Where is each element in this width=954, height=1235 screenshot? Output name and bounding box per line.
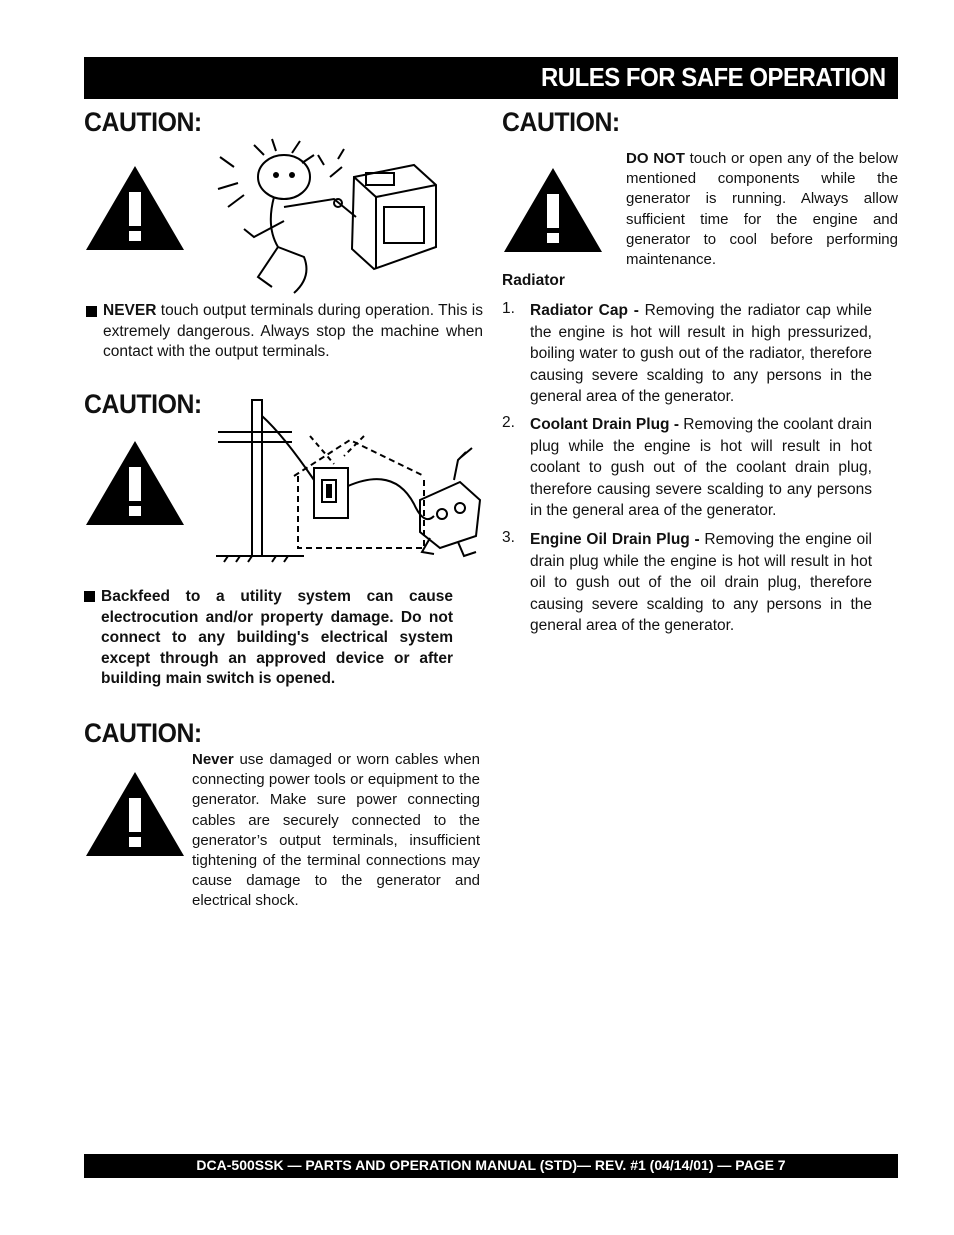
- list-text: [530, 414, 872, 522]
- footer-bar: [84, 1154, 898, 1178]
- electric-shock-illustration: [214, 137, 440, 297]
- warning-triangle-icon: [502, 166, 604, 254]
- bullet-never-touch: [86, 301, 484, 363]
- list-number: 3.: [502, 529, 515, 546]
- list-body: Removing the coolant drain plug while the engine is hot will result in hot coolant to gush out of the coolant drain plug, therefore causing severe scalding to any persons in the general area of the generator.: [530, 416, 872, 519]
- warning-triangle-icon: [84, 770, 186, 858]
- page-title: RULES FOR SAFE OPERATION: [541, 62, 886, 92]
- bullet-body: touch output terminals during operation. This is extremely dangerous. Always stop the machine when contact with the output terminals.: [103, 302, 483, 360]
- warning-triangle-icon: [84, 439, 186, 527]
- list-item: [502, 414, 874, 522]
- list-title: Radiator Cap -: [530, 302, 639, 319]
- list-title: Coolant Drain Plug -: [530, 416, 679, 433]
- cable-warning-lead: Never: [192, 751, 234, 768]
- list-item: [502, 300, 874, 408]
- bullet-text: Backfeed to a utility system can cause electrocution and/or property damage. Do not connect to any building's electrical system except through an approved device or after building main switch is opened.: [101, 588, 453, 687]
- list-text: [530, 300, 872, 408]
- list-number: 1.: [502, 300, 515, 317]
- caution-heading-right: CAUTION:: [502, 107, 620, 137]
- cable-warning-text: [192, 750, 480, 912]
- bullet-square-icon: [84, 591, 95, 602]
- list-title: Engine Oil Drain Plug -: [530, 531, 700, 548]
- warning-triangle-icon: [84, 164, 186, 252]
- footer-text: DCA-500SSK — PARTS AND OPERATION MANUAL (STD)— REV. #1 (04/14/01) — PAGE 7: [196, 1157, 786, 1173]
- list-item: [502, 529, 874, 637]
- header-bar: [84, 57, 898, 99]
- radiator-heading: Radiator: [502, 272, 565, 289]
- list-number: 2.: [502, 414, 515, 431]
- bullet-square-icon: [86, 306, 97, 317]
- bullet-lead: NEVER: [103, 302, 157, 319]
- bullet-text: [103, 301, 483, 363]
- do-not-lead: DO NOT: [626, 150, 685, 167]
- caution-heading-3: CAUTION:: [84, 718, 202, 748]
- caution-heading-1: CAUTION:: [84, 107, 202, 137]
- caution-heading-2: CAUTION:: [84, 389, 202, 419]
- do-not-touch-text: [626, 149, 898, 270]
- list-body: Removing the engine oil drain plug while the engine is hot will result in hot oil to gush out of the oil drain plug, therefore causing severe scalding to any persons in the general area of the generator.: [530, 531, 872, 634]
- do-not-body: touch or open any of the below mentioned components while the generator is running. Always allow sufficient time for the engine and generator to cool before performing maintenance.: [626, 150, 898, 269]
- list-text: [530, 529, 872, 637]
- cable-warning-body: use damaged or worn cables when connecting power tools or equipment to the generator. Make sure power connecting cables are securely connected to the generator’s output terminals, insufficient tightening of the terminal connections may cause damage to the generator and electrical shock.: [192, 751, 480, 910]
- list-body: Removing the radiator cap while the engine is hot will result in high pressurized, boiling water to gush out of the radiator, therefore causing severe scalding to any persons in the general area of the generator.: [530, 302, 872, 405]
- backfeed-illustration: [214, 396, 486, 568]
- bullet-backfeed: [84, 587, 456, 691]
